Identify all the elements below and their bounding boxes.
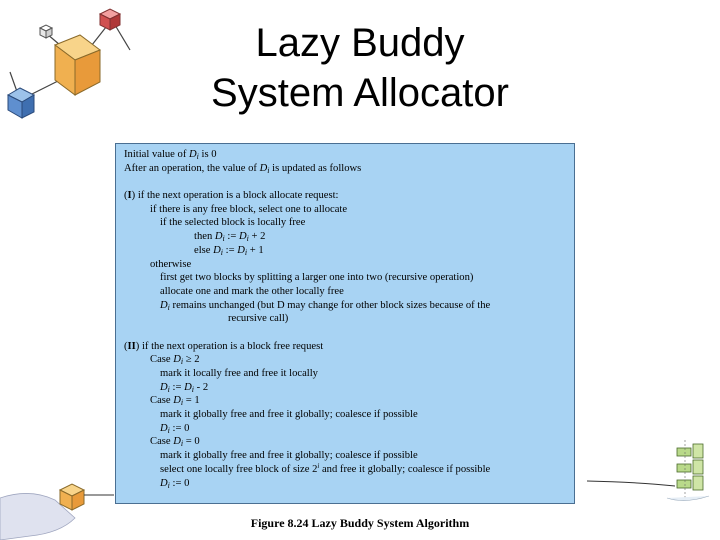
algorithm-text: := <box>169 381 185 393</box>
algorithm-text: i <box>167 384 170 394</box>
algorithm-text: + 1 <box>247 244 264 256</box>
algorithm-text: i <box>244 247 248 257</box>
algorithm-text: and free it globally; coalesce if possible <box>319 463 491 475</box>
algorithm-text: ( <box>124 340 128 352</box>
slide-title-line1: Lazy Buddy <box>255 21 465 65</box>
algorithm-line <box>124 299 574 313</box>
algorithm-text: D <box>184 381 192 393</box>
algorithm-text: mark it globally free and free it globally; coalesce if possible <box>160 409 418 421</box>
algorithm-box <box>115 143 575 504</box>
algorithm-line <box>124 203 574 217</box>
algorithm-text: := <box>224 231 239 243</box>
algorithm-text: Case <box>150 436 174 448</box>
algorithm-text: D <box>160 422 168 434</box>
algorithm-text: D <box>160 477 168 489</box>
algorithm-text: After an operation, the value of <box>124 162 260 174</box>
algorithm-text: i <box>180 357 184 367</box>
algorithm-text: otherwise <box>150 258 192 270</box>
algorithm-line <box>124 285 574 299</box>
algorithm-line <box>124 189 574 203</box>
algorithm-text: select one locally free block of size 2 <box>160 463 318 475</box>
algorithm-line <box>124 422 574 436</box>
algorithm-line <box>124 340 574 354</box>
algorithm-line <box>124 463 574 477</box>
algorithm-text: i <box>167 302 170 312</box>
algorithm-text: = 0 <box>183 436 200 448</box>
algorithm-text: ≥ 2 <box>183 354 200 366</box>
slide-title-line2: System Allocator <box>211 71 509 115</box>
stacked-boxes-icon <box>585 438 720 508</box>
algorithm-text: mark it globally free and free it globally; coalesce if possible <box>160 450 418 462</box>
slide-title <box>140 18 580 118</box>
algorithm-text: if there is any free block, select one to allocate <box>150 203 348 215</box>
algorithm-line <box>124 230 574 244</box>
figure-caption: Figure 8.24 Lazy Buddy System Algorithm <box>250 516 470 530</box>
algorithm-line <box>124 477 574 491</box>
algorithm-text: if the selected block is locally free <box>160 217 306 229</box>
algorithm-text: := 0 <box>169 422 190 434</box>
algorithm-text: ) if the next operation is a block allocate request: <box>131 190 339 202</box>
algorithm-text: i <box>191 384 194 394</box>
algorithm-text: i <box>246 234 249 244</box>
algorithm-text: - 2 <box>194 381 209 393</box>
algorithm-line <box>124 312 574 326</box>
network-cubes-icon <box>0 0 140 130</box>
algorithm-text: D <box>213 244 221 256</box>
algorithm-lines <box>124 148 574 490</box>
algorithm-line <box>124 394 574 408</box>
algorithm-text: remains unchanged (but D may change for other block sizes because of the <box>169 299 491 311</box>
algorithm-line <box>124 435 574 449</box>
algorithm-text: D <box>237 244 245 256</box>
algorithm-line <box>124 367 574 381</box>
algorithm-text: D <box>189 149 197 160</box>
algorithm-line <box>124 244 574 258</box>
hand-cube-icon <box>0 478 115 540</box>
algorithm-text: i <box>220 247 224 257</box>
algorithm-text: D <box>259 162 268 174</box>
algorithm-line <box>124 148 574 162</box>
algorithm-text: Initial value of <box>124 149 190 160</box>
algorithm-line <box>124 162 574 176</box>
algorithm-text: D <box>160 299 168 311</box>
algorithm-text: I <box>127 190 132 202</box>
algorithm-text: allocate one and mark the other locally free <box>160 285 344 297</box>
algorithm-line <box>124 408 574 422</box>
algorithm-text: Case <box>150 395 174 407</box>
algorithm-line <box>124 216 574 230</box>
algorithm-text: D <box>173 395 181 407</box>
algorithm-text: mark it locally free and free it locally <box>160 368 318 379</box>
algorithm-blank-line <box>124 175 574 189</box>
algorithm-text: i <box>180 398 184 408</box>
algorithm-line <box>124 449 574 463</box>
algorithm-text: i <box>267 165 270 175</box>
algorithm-text: i <box>196 152 199 161</box>
algorithm-text: first get two blocks by splitting a larger one into two (recursive operation) <box>160 272 474 284</box>
algorithm-blank-line <box>124 326 574 340</box>
algorithm-text: D <box>214 231 223 243</box>
algorithm-text: + 2 <box>248 231 266 243</box>
algorithm-text: ) if the next operation is a block free request <box>135 340 324 352</box>
algorithm-text: D <box>239 231 247 243</box>
algorithm-text: recursive call) <box>228 313 289 325</box>
algorithm-text: II <box>127 340 136 352</box>
algorithm-text: else <box>194 244 214 256</box>
algorithm-text: i <box>167 425 170 435</box>
algorithm-line <box>124 353 574 367</box>
algorithm-text: i <box>222 234 225 244</box>
algorithm-text: := <box>223 244 238 256</box>
algorithm-text: D <box>160 381 168 393</box>
algorithm-line <box>124 381 574 395</box>
algorithm-line <box>124 258 574 272</box>
algorithm-text: i <box>180 439 184 449</box>
algorithm-text: then <box>194 231 215 243</box>
algorithm-text: i <box>317 461 320 470</box>
algorithm-text: D <box>173 354 181 366</box>
algorithm-text: = 1 <box>183 395 200 407</box>
algorithm-text: i <box>167 480 170 490</box>
algorithm-text: ( <box>124 190 128 202</box>
algorithm-line <box>124 271 574 285</box>
algorithm-text: Case <box>150 354 174 366</box>
algorithm-text: is 0 <box>198 149 217 160</box>
algorithm-text: is updated as follows <box>269 162 362 174</box>
algorithm-text: := 0 <box>169 477 190 489</box>
algorithm-text: D <box>173 436 181 448</box>
